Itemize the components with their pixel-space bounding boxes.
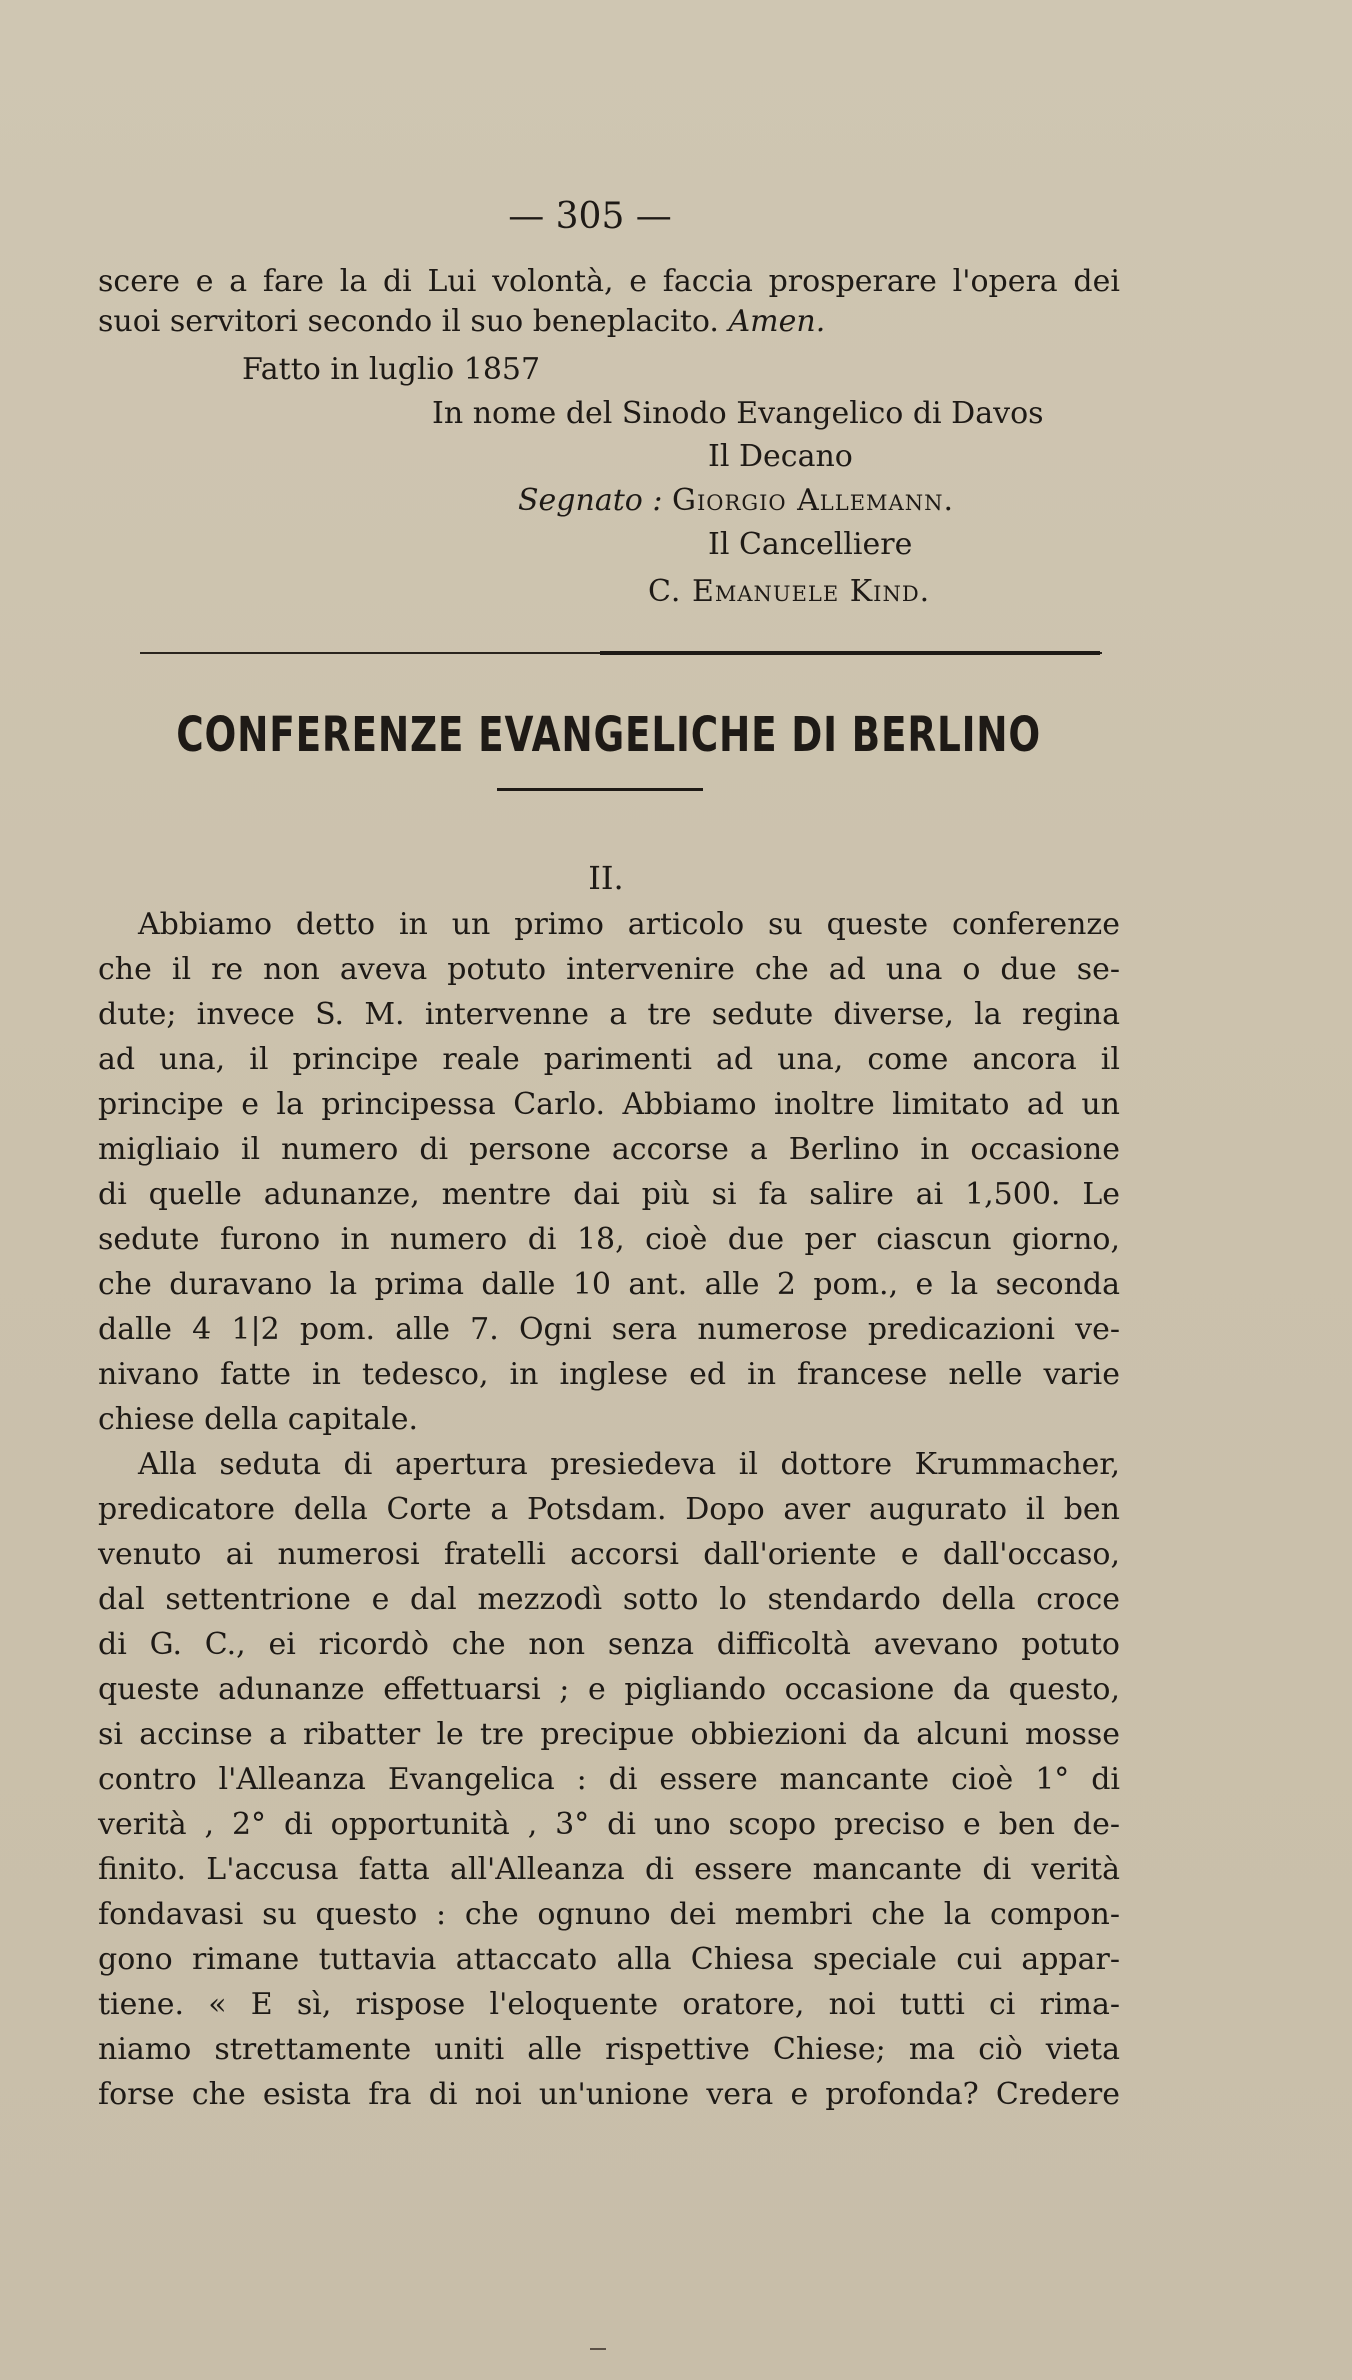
article-line: principe e la principessa Carlo. Abbiamo inoltre limitato ad un xyxy=(98,1087,1120,1122)
preceding-text: suoi servitori secondo il suo beneplacito. xyxy=(98,304,719,339)
page-number: — 305 — xyxy=(508,196,672,237)
article-line: di quelle adunanze, mentre dai più si fa salire ai 1,500. Le xyxy=(98,1177,1120,1212)
article-line: contro l'Alleanza Evangelica : di essere mancante cioè 1° di xyxy=(98,1762,1120,1797)
article-line: chiese della capitale. xyxy=(98,1402,419,1437)
article-line: forse che esista fra di noi un'unione vera e profonda? Credere xyxy=(98,2077,1120,2112)
article-line: si accinse a ribatter le tre precipue obbiezioni da alcuni mosse xyxy=(98,1717,1120,1752)
article-line: gono rimane tuttavia attaccato alla Chiesa speciale cui appar- xyxy=(98,1942,1120,1977)
dean-name: Giorgio Allemann. xyxy=(672,483,954,518)
article-line: Alla seduta di apertura presiedeva il dottore Krummacher, xyxy=(138,1447,1120,1482)
dean-title: Il Decano xyxy=(708,439,853,474)
article-line: migliaio il numero di persone accorse a Berlino in occasione xyxy=(98,1132,1120,1167)
article-line: tiene. « E sì, rispose l'eloquente oratore, noi tutti ci rima- xyxy=(98,1987,1120,2022)
article-line: verità , 2° di opportunità , 3° di uno scopo preciso e ben de- xyxy=(98,1807,1120,1842)
article-line: fondavasi su questo : che ognuno dei membri che la compon- xyxy=(98,1897,1120,1932)
article-line: dal settentrione e dal mezzodì sotto lo stendardo della croce xyxy=(98,1582,1120,1617)
article-line: venuto ai numerosi fratelli accorsi dall'oriente e dall'occaso, xyxy=(98,1537,1120,1572)
section-separator-thick xyxy=(600,651,1100,655)
article-line: sedute furono in numero di 18, cioè due per ciascun giorno, xyxy=(98,1222,1120,1257)
article-line: di G. C., ei ricordò che non senza difficoltà avevano potuto xyxy=(98,1627,1120,1662)
print-mark xyxy=(590,2348,606,2350)
preceding-text-line xyxy=(98,302,825,342)
chancellor-name: C. Emanuele Kind. xyxy=(648,574,931,609)
section-number: II. xyxy=(588,859,624,897)
signature-date: Fatto in luglio 1857 xyxy=(242,352,541,387)
article-line: dute; invece S. M. intervenne a tre sedute diverse, la regina xyxy=(98,997,1120,1032)
preceding-text-line: scere e a fare la di Lui volontà, e faccia prosperare l'opera dei xyxy=(98,264,1120,299)
article-line: ad una, il principe reale parimenti ad una, come ancora il xyxy=(98,1042,1120,1077)
amen-word: Amen. xyxy=(728,304,826,339)
article-line: queste adunanze effettuarsi ; e pigliando occasione da questo, xyxy=(98,1672,1120,1707)
article-line: Abbiamo detto in un primo articolo su queste conferenze xyxy=(138,907,1120,942)
signed-label: Segnato : xyxy=(518,483,663,518)
article-line: nivano fatte in tedesco, in inglese ed in francese nelle varie xyxy=(98,1357,1120,1392)
chancellor-title: Il Cancelliere xyxy=(708,527,913,562)
article-line: dalle 4 1|2 pom. alle 7. Ogni sera numerose predicazioni ve- xyxy=(98,1312,1120,1347)
article-title: CONFERENZE EVANGELICHE DI BERLINO xyxy=(176,707,1042,763)
title-rule xyxy=(497,788,703,791)
article-line: predicatore della Corte a Potsdam. Dopo aver augurato il ben xyxy=(98,1492,1120,1527)
article-line: che duravano la prima dalle 10 ant. alle 2 pom., e la seconda xyxy=(98,1267,1120,1302)
article-line: finito. L'accusa fatta all'Alleanza di essere mancante di verità xyxy=(98,1852,1120,1887)
article-line: niamo strettamente uniti alle rispettive Chiese; ma ciò vieta xyxy=(98,2032,1120,2067)
signature-on-behalf: In nome del Sinodo Evangelico di Davos xyxy=(432,396,1044,431)
article-line: che il re non aveva potuto intervenire che ad una o due se- xyxy=(98,952,1120,987)
dean-signature xyxy=(518,481,954,521)
